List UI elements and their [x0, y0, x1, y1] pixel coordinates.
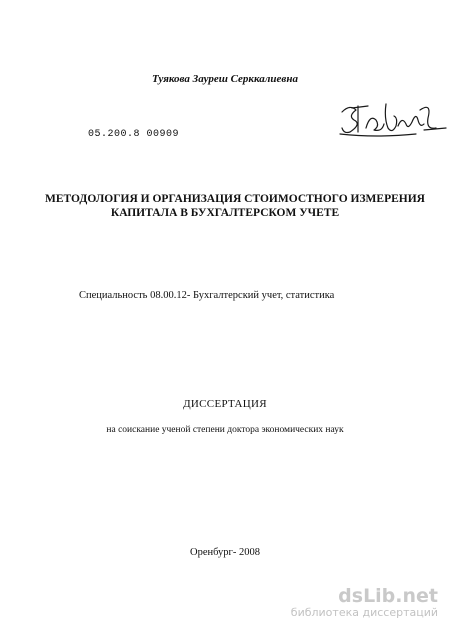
author-name: Туякова Зауреш Серккалиевна	[152, 73, 298, 85]
title-line-2: КАПИТАЛА В БУХГАЛТЕРСКОМ УЧЕТЕ	[110, 207, 340, 219]
dissertation-heading: ДИССЕРТАЦИЯ	[183, 398, 267, 410]
dissertation-title	[0, 192, 450, 220]
handwritten-signature	[336, 98, 448, 142]
specialty-line: Специальность 08.00.12- Бухгалтерский учет, статистика	[79, 290, 335, 301]
degree-subtitle: на соискание ученой степени доктора экономических наук	[106, 425, 344, 435]
watermark-caption: библиотека диссертаций	[290, 606, 438, 619]
title-line-1: МЕТОДОЛОГИЯ И ОРГАНИЗАЦИЯ СТОИМОСТНОГО ИЗМЕРЕНИЯ	[45, 193, 425, 205]
city-year: Оренбург- 2008	[190, 547, 260, 558]
watermark	[238, 586, 438, 620]
registration-stamp: 05.200.8 00909	[88, 129, 180, 140]
watermark-brand: dsLib.net	[338, 585, 438, 607]
